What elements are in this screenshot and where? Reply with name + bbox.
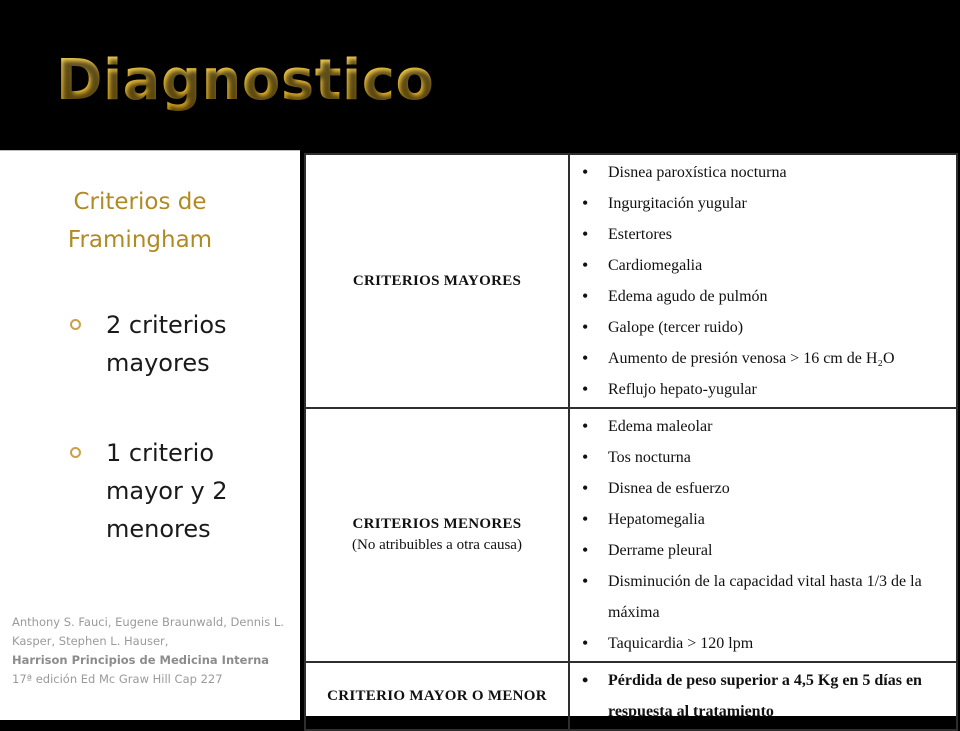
items-cell: [569, 408, 957, 662]
category-title: CRITERIOS MAYORES: [352, 272, 522, 289]
list-item: • Derrame pleural: [578, 535, 950, 566]
table-row: [305, 154, 957, 408]
criteria-table: [304, 153, 958, 731]
slide-header: [0, 0, 960, 150]
criteria-table-container: [304, 153, 958, 720]
criteria-summary-list: [70, 306, 290, 600]
citation-book: Harrison Principios de Medicina Interna: [12, 653, 270, 667]
citation: [12, 613, 294, 689]
criteria-list: [578, 665, 950, 727]
circle-bullet-icon: [70, 447, 81, 458]
list-item: • Edema maleolar: [578, 411, 950, 442]
category-cell: [305, 154, 569, 408]
citation-edition: 17ª edición Ed Mc Graw Hill Cap 227: [12, 672, 223, 686]
list-item: • Disnea paroxística nocturna: [578, 157, 950, 188]
list-item: • Estertores: [578, 219, 950, 250]
category-cell: [305, 408, 569, 662]
list-item: • Ingurgitación yugular: [578, 188, 950, 219]
left-panel: [0, 151, 300, 720]
list-item: • Cardiomegalia: [578, 250, 950, 281]
items-cell: [569, 154, 957, 408]
category-subtitle: (No atribuibles a otra causa): [352, 537, 522, 553]
list-item: • Tos nocturna: [578, 442, 950, 473]
slide-title: Diagnostico: [56, 48, 435, 113]
list-item: • Galope (tercer ruido): [578, 312, 950, 343]
summary-bullet: [70, 306, 290, 382]
citation-authors: Anthony S. Fauci, Eugene Braunwald, Dennis L. Kasper, Stephen L. Hauser,: [12, 615, 284, 648]
category-title: CRITERIOS MENORES: [352, 516, 522, 532]
criteria-list: [578, 411, 950, 659]
list-item: • Disminución de la capacidad vital hasta 1/3 de la máxima: [578, 566, 950, 628]
list-item: • Reflujo hepato-yugular: [578, 374, 950, 405]
summary-bullet-text: 2 criterios mayores: [106, 311, 227, 377]
framingham-subtitle: Criterios de Framingham: [67, 189, 213, 253]
list-item: • Edema agudo de pulmón: [578, 281, 950, 312]
list-item: • Pérdida de peso superior a 4,5 Kg en 5 días en respuesta al tratamiento: [578, 665, 950, 727]
criteria-list: [578, 157, 950, 405]
summary-bullet: [70, 434, 290, 548]
table-row: [305, 408, 957, 662]
list-item: • Aumento de presión venosa > 16 cm de H₂O: [578, 343, 950, 374]
list-item: • Disnea de esfuerzo: [578, 473, 950, 504]
category-title: CRITERIO MAYOR O MENOR: [327, 688, 547, 704]
list-item: • Taquicardia > 120 lpm: [578, 628, 950, 659]
circle-bullet-icon: [70, 319, 81, 330]
summary-bullet-text: 1 criterio mayor y 2 menores: [106, 439, 228, 543]
list-item: • Hepatomegalia: [578, 504, 950, 535]
